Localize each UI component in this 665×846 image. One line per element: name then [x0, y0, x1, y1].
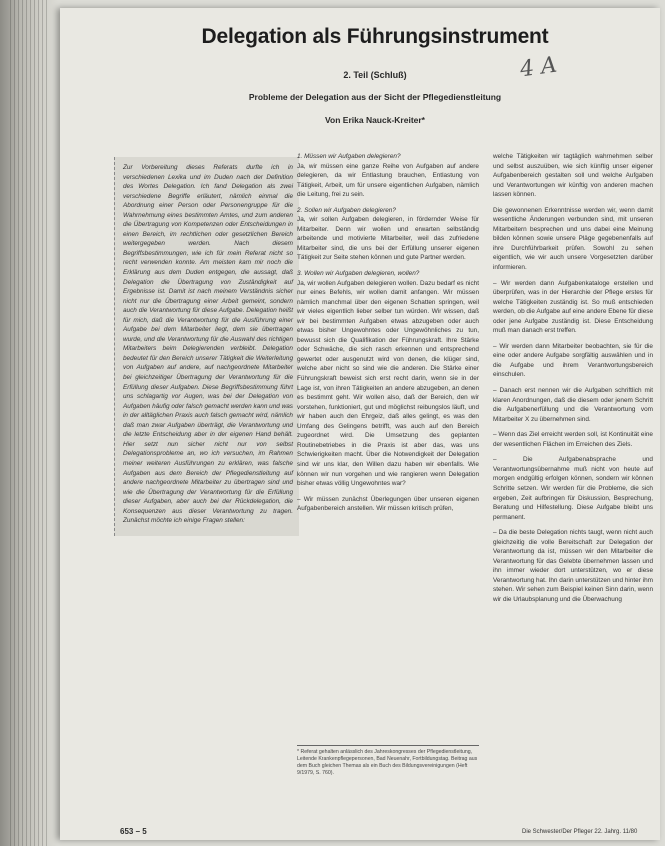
- right-paragraph: – Wir werden dann Mitarbeiter beobachten, sie für die eine oder andere Aufgabe sorgfältig auswählen und in die Aufgabe und ihrem Verantwortungsbereich einschulen.: [493, 342, 653, 379]
- right-paragraph: – Die Aufgabenabsprache und Verantwortungsübernahme muß nicht von heute auf morgen endgültig erfolgen können, sondern wir können Schritte setzen. Wir werden für die Probleme, die sich ergeben, Zeit aufbringen für Diskussion, Besprechung, Beratung und Hilfestellung. Diese Aufgabe bleibt uns permanent.: [493, 456, 653, 521]
- footnote: * Referat gehalten anlässlich des Jahreskongresses der Pflegedienstleitung, Leitende Krankenpflegepersonen, Bad Neuenahr, Fortbildungstag. Beitrag aus dem Buch gleichen Themas als ein Buch des Bildungsvereinigungen (Heft 9/1979, S. 760).: [297, 745, 479, 777]
- article-author: Von Erika Nauck-Kreiter*: [325, 115, 425, 125]
- right-paragraph: welche Tätigkeiten wir tagtäglich wahrnehmen selber und selbst auszuüben, wie sich künftig unser eigener Aufgabenbereich gestalten soll und welche Aufgaben und Verantwortungen wir künftig von anderen machen lassen können.: [493, 153, 653, 199]
- article-problem-heading: Probleme der Delegation aus der Sicht der Pflegedienstleitung: [248, 92, 502, 102]
- middle-column: [297, 152, 479, 520]
- journal-footer: Die Schwester/Der Pfleger 22. Jahrg. 11/80: [522, 829, 638, 835]
- right-column: [493, 152, 653, 611]
- list-item-intro: – Wir müssen zunächst Überlegungen über unseren eigenen Aufgabenbereich anstellen. Wir müssen kritisch prüfen,: [297, 495, 479, 513]
- right-paragraph: – Da die beste Delegation nichts taugt, wenn nicht auch gleichzeitig die volle Bereitschaft zur Delegation der Verantwortung da ist, müssen wir den Mitarbeiter die Verantwortung für das Gelebte übernehmen lassen und ihn immer wieder dort unterstützen, wo er diese Verantwortung hat. Ihn darin unterstützen und hinter ihm stehen. Wir sehen zum Beispiel keinen Sinn darin, wenn wir die Urlaubsplanung und die Überwachung: [493, 529, 653, 603]
- page-edges: [10, 0, 50, 846]
- right-paragraph: – Wenn das Ziel erreicht werden soll, ist Kontinuität eine der wesentlichen Flächen im Erreichen des Ziels.: [493, 431, 653, 448]
- handwritten-note: 4 A: [518, 52, 559, 83]
- right-paragraph: – Wir werden dann Aufgabenkataloge erstellen und überprüfen, was in der Hierarchie der Pflege erstes für welche Tätigkeiten zuständig ist. So muß entschieden werden, ob die Aufgabe auf eine andere Ebene für diese oder jene Aufgabe zuständig ist. Diese Entscheidung muß man danach erst treffen.: [493, 279, 653, 335]
- question-2: 2. Sollen wir Aufgaben delegieren?: [297, 206, 396, 214]
- answer-1: Ja, wir müssen eine ganze Reihe von Aufgaben auf andere delegieren, da wir Entlastung brauchen, Entlastung von Tätigkeit, Arbeit, um für unsere eigentlichen Aufgaben, nämlich die Leitung, frei zu sein.: [297, 162, 479, 199]
- intro-column: [114, 157, 299, 536]
- article-subtitle: 2. Teil (Schluß): [343, 70, 407, 80]
- question-3: 3. Wollen wir Aufgaben delegieren, wollen?: [297, 270, 420, 278]
- intro-text: Zur Vorbereitung dieses Referats durfte ich in verschiedenen Lexika und im Duden nach der Definition des Wortes Delegation. Ich fand Delegation als zwei verschiedene Begriffe erläutert, nämlich einmal die Abordnung einer Person oder Personengruppe für die Wahrnehmung eines bestimmten Amtes, und zum anderen die Übertragung von Kompetenzen oder Entscheidungen in einen Bereich, im rechtlichen oder gesetzlichen Bereich weitergegeben werden. Nach diesem Begriffsbestimmungen, wie ich für mein Referat nicht so recht verwenden konnte. Am meisten kam mir noch die Erklärung aus dem Duden entgegen, die aussagt, daß Delegation die Übertragung von Zuständigkeit auf Ergebnisse ist. Damit ist nach meinem Verständnis sicher nicht nur die Übertragung einer Arbeit gemeint, sondern auch die Verantwortung für diese Aufgabe. Delegation heißt für mich, daß die Verantwortung für die Ausführung einer Aufgabe bei dem Mitarbeiter liegt, dem sie übertragen wurde, und die Verantwortung für die Auswahl des richtigen Mitarbeiters beim Delegierenden verbleibt. Delegation bedeutet für den Bereich unserer Tätigkeit die Weiterleitung von Aufgaben auf andere, auf nachgeordnete Mitarbeiter bei gleichzeitiger Übertragung der Verantwortung für die Erfüllung dieser Aufgaben. Diese Begriffsbestimmung führt uns schlagartig vor Augen, was bei der Delegation von Aufgaben häufig oder falsch gemacht werden kann und was in der alltäglichen Praxis auch falsch gemacht wird, nämlich daß man zwar Aufgaben überträgt, die Verantwortung und die letzte Entscheidung aber in der eigenen Hand behält. Hier setzt nun sicher nicht nur von selbst Delegationsprobleme an, wo ich versuchen, im Rahmen meiner weiteren Ausführungen zu erklären, was falsche Aufgaben aus dem Bereich der Pflegedienstleitung auf andere nachgeordnete Mitarbeiter zu übertragen sind und wie die Übertragung der Verantwortung für die Erfüllung dieser Aufgaben, aber auch bei der Rückdelegation, die Konsequenzen aus dieser Verantwortung zu tragen. Zunächst möchte ich einige Fragen stellen:: [123, 164, 293, 525]
- answer-3: Ja, wir wollen Aufgaben delegieren wollen. Dazu bedarf es nicht nur eines Befehls, wir wollen damit anfangen. Wir müssen nämlich manchmal über den eigenen Schatten springen, weil wir vieles eigentlich lieber selber tun würden. Wir wissen, daß wir bei bestimmten Aufgaben etwas abzugeben oder auch etwas bisher Ungewohntes oder Ungewöhnliches zu tun, bewusst sich die Qualifikation der Führungskraft. Ihre Stärke oder Schwäche, die sich rasch erkennen und entsprechend gewertet oder ausgenutzt wird von denen, die klüger sind, welche aber nicht so sind wie die anderen. Die Stärke einer Führungskraft beweist sich erst recht darin, wenn sie in der Lage ist, von ihren Tätigkeiten an andere abzugeben, an denen es bestimmt geht. Wir wollen also, daß der Bereich, den wir vorstehen, funktioniert, gut und möglichst reibungslos läuft, und wir haben auch den Ehrgeiz, daß alles gelingt, es was den Umfang des Gelingens betrifft, was auch auf den Bereich zugeordnet wird. Die Umsetzung des geplanten Routinebetriebes in die Praxis ist aber das, was uns Schwierigkeiten macht. Über die Notwendigkeit der Delegation sind wir uns klar, den Willen dazu haben wir ebenfalls. Wie können wir nun vorgehen und wie rangieren wenn Delegation bisher etwas völlig Ungewohntes war?: [297, 279, 479, 488]
- answer-2: Ja, wir sollen Aufgaben delegieren, in fördernder Weise für Mitarbeiter. Denn wir wollen und erwarten selbständig arbeitende und motivierte Mitarbeiter, weil das zufriedene Mitarbeiter sind, die uns bei der Erfüllung unserer eigenen Tätigkeit zur Seite stehen können und gute Partner werden.: [297, 216, 479, 262]
- question-1: 1. Müssen wir Aufgaben delegieren?: [297, 153, 401, 160]
- right-paragraph: – Danach erst nennen wir die Aufgaben schriftlich mit klaren Anordnungen, daß die diesem oder jenem Schritt die Aufgabenerfüllung und die Verantwortung vom Mitarbeiter X zu übernehmen sind.: [493, 387, 653, 423]
- book-spine-shadow: [0, 0, 58, 846]
- page-number: 653 – 5: [120, 827, 147, 836]
- right-paragraph: Die gewonnenen Erkenntnisse werden wir, wenn damit wesentliche Änderungen verbunden sind, mit unseren Mitarbeitern besprechen und uns dabei eine Meinung bilden können sowie unsere Pläge gegebenenfalls auf ihre Durchführbarkeit prüfen. Sowohl zu sehen eigentlich, wie wir auch unsere Vorgesetzten darüber informieren.: [493, 206, 653, 272]
- article-title: Delegation als Führungsinstrument: [201, 25, 549, 48]
